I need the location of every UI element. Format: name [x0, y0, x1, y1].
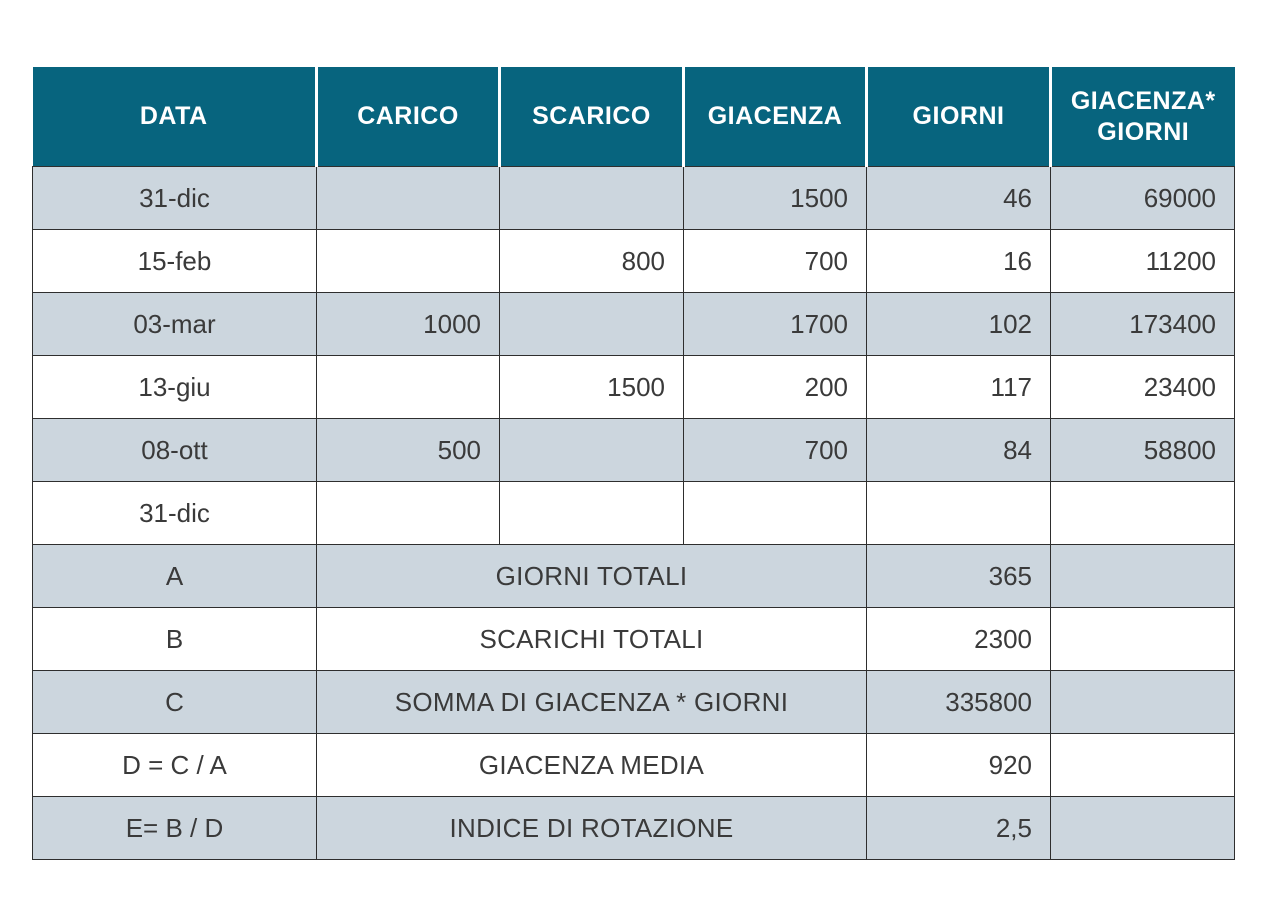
cell-scarico: 1500 — [500, 356, 684, 419]
summary-value: 2,5 — [867, 797, 1051, 860]
cell-data: 15-feb — [33, 230, 317, 293]
cell-data: 08-ott — [33, 419, 317, 482]
header-giacenza-giorni-line1: GIACENZA* — [1070, 86, 1216, 115]
cell-carico — [317, 482, 500, 545]
cell-data: 13-giu — [33, 356, 317, 419]
cell-scarico — [500, 419, 684, 482]
header-data: DATA — [33, 67, 317, 167]
cell-giacenza: 200 — [684, 356, 867, 419]
cell-giacenza: 700 — [684, 419, 867, 482]
cell-scarico: 800 — [500, 230, 684, 293]
cell-giacenza-giorni: 23400 — [1051, 356, 1235, 419]
stock-rotation-table — [32, 67, 1235, 860]
cell-giacenza — [684, 482, 867, 545]
cell-carico: 500 — [317, 419, 500, 482]
summary-key: D = C / A — [33, 734, 317, 797]
cell-scarico — [500, 482, 684, 545]
summary-value: 335800 — [867, 671, 1051, 734]
cell-data: 31-dic — [33, 167, 317, 230]
summary-empty-cell — [1051, 545, 1235, 608]
table-row — [33, 293, 1235, 356]
table-row — [33, 167, 1235, 230]
header-giorni: GIORNI — [867, 67, 1051, 167]
cell-scarico — [500, 167, 684, 230]
summary-empty-cell — [1051, 734, 1235, 797]
header-row — [33, 67, 1235, 167]
table-row — [33, 482, 1235, 545]
summary-key: A — [33, 545, 317, 608]
summary-key: C — [33, 671, 317, 734]
cell-giorni — [867, 482, 1051, 545]
cell-carico — [317, 230, 500, 293]
table-body — [33, 167, 1235, 860]
cell-giorni: 117 — [867, 356, 1051, 419]
cell-giacenza-giorni: 69000 — [1051, 167, 1235, 230]
summary-label: SOMMA DI GIACENZA * GIORNI — [317, 671, 867, 734]
header-giacenza-giorni — [1051, 67, 1235, 167]
summary-value: 365 — [867, 545, 1051, 608]
table-header — [33, 67, 1235, 167]
summary-row-giacenza-media — [33, 734, 1235, 797]
cell-carico — [317, 356, 500, 419]
cell-scarico — [500, 293, 684, 356]
summary-value: 2300 — [867, 608, 1051, 671]
cell-data: 31-dic — [33, 482, 317, 545]
cell-giacenza-giorni: 11200 — [1051, 230, 1235, 293]
header-giacenza: GIACENZA — [684, 67, 867, 167]
cell-giorni: 46 — [867, 167, 1051, 230]
cell-giacenza-giorni: 173400 — [1051, 293, 1235, 356]
cell-giacenza: 700 — [684, 230, 867, 293]
header-giacenza-giorni-line2: GIORNI — [1097, 117, 1190, 146]
summary-empty-cell — [1051, 608, 1235, 671]
cell-giorni: 16 — [867, 230, 1051, 293]
cell-giorni: 84 — [867, 419, 1051, 482]
header-carico: CARICO — [317, 67, 500, 167]
header-scarico: SCARICO — [500, 67, 684, 167]
table-row — [33, 230, 1235, 293]
summary-label: GIACENZA MEDIA — [317, 734, 867, 797]
summary-label: GIORNI TOTALI — [317, 545, 867, 608]
cell-giacenza-giorni: 58800 — [1051, 419, 1235, 482]
summary-label: SCARICHI TOTALI — [317, 608, 867, 671]
cell-carico: 1000 — [317, 293, 500, 356]
cell-giacenza-giorni — [1051, 482, 1235, 545]
summary-key: E= B / D — [33, 797, 317, 860]
summary-value: 920 — [867, 734, 1051, 797]
cell-giacenza: 1700 — [684, 293, 867, 356]
summary-row-scarichi-totali — [33, 608, 1235, 671]
stock-rotation-table-container — [32, 67, 1234, 860]
cell-data: 03-mar — [33, 293, 317, 356]
summary-label: INDICE DI ROTAZIONE — [317, 797, 867, 860]
table-row — [33, 356, 1235, 419]
cell-carico — [317, 167, 500, 230]
summary-empty-cell — [1051, 797, 1235, 860]
summary-empty-cell — [1051, 671, 1235, 734]
summary-row-somma-giacenza-giorni — [33, 671, 1235, 734]
cell-giacenza: 1500 — [684, 167, 867, 230]
summary-key: B — [33, 608, 317, 671]
cell-giorni: 102 — [867, 293, 1051, 356]
summary-row-indice-rotazione — [33, 797, 1235, 860]
summary-row-giorni-totali — [33, 545, 1235, 608]
table-row — [33, 419, 1235, 482]
